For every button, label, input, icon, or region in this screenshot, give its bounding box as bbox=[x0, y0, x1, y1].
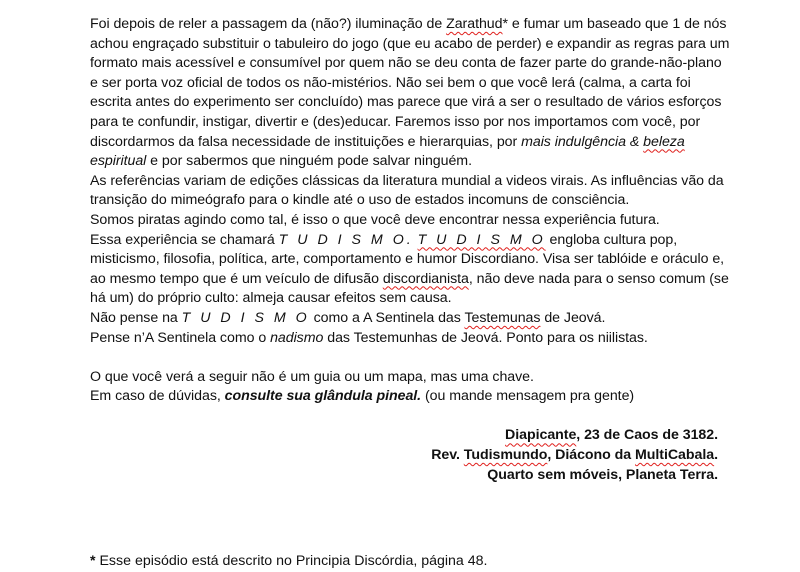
key-text: (ou mande mensagem pra gente) bbox=[421, 388, 635, 405]
zarathud-word: Zarathud bbox=[446, 16, 503, 32]
intro-italic-text: espiritual bbox=[90, 153, 147, 170]
experience-paragraph bbox=[90, 231, 730, 309]
diapicante-word: Diapicante bbox=[505, 427, 577, 444]
key-line-2 bbox=[90, 387, 730, 407]
pirates-paragraph: Somos piratas agindo como tal, é isso o que você deve encontrar nessa experiência futura. bbox=[90, 211, 660, 228]
intro-text: e por sabermos que ninguém pode salvar ninguém. bbox=[146, 153, 472, 170]
sentinel-text: Não pense na bbox=[90, 309, 182, 326]
signature-author bbox=[90, 446, 718, 466]
spacer bbox=[90, 407, 730, 427]
footnote-text: Esse episódio está descrito no Principia Discórdia, página 48. bbox=[95, 553, 488, 570]
sentinel-text: de Jeová. bbox=[540, 309, 606, 326]
beleza-word: beleza bbox=[643, 133, 685, 150]
signature-place: Quarto sem móveis, Planeta Terra. bbox=[487, 466, 718, 483]
pineal-emphasis: consulte sua glândula pineal. bbox=[224, 388, 422, 405]
footnote-marker: * bbox=[90, 553, 96, 570]
sentinel-text: como a A Sentinela das bbox=[309, 309, 465, 326]
signature-text: . bbox=[714, 447, 718, 464]
intro-text: * e fumar um baseado que 1 de nós achou engraçado substituir o tabuleiro do jogo (que eu acabo de perder) e expandir as regras para um formato mais acessível e consumível por quem não se deu conta de fazer parte do grande-não-plano e ser porta voz oficial de todos os não-mistérios. Não sei bem o que você lerá (calma, a carta foi escrita antes do experimento ser concluído) mas parece que virá a ser o resultado de vários esforços para te confundir, instigar, divertir e (des)educar. Faremos isso por nos importamos com você, por discordarmos da falsa necessidade de instituições e hierarquias, por bbox=[90, 16, 730, 150]
key-text: Em caso de dúvidas, bbox=[90, 388, 225, 405]
letter-body bbox=[90, 15, 730, 485]
key-line-1: O que você verá a seguir não é um guia ou um mapa, mas uma chave. bbox=[90, 368, 534, 385]
signature-text: , Diácono da bbox=[547, 447, 636, 464]
signature-text: Rev. bbox=[431, 447, 464, 464]
experience-text: Essa experiência se chamará bbox=[90, 231, 279, 248]
multicabala-word: MultiCabala bbox=[635, 447, 715, 464]
nadismo-word: nadismo bbox=[270, 329, 324, 346]
intro-text: Foi depois de reler a passagem da (não?) iluminação de bbox=[90, 16, 447, 32]
sentinel-text: Pense n’A Sentinela como o bbox=[90, 329, 271, 346]
intro-paragraph bbox=[90, 15, 730, 172]
footnote bbox=[90, 552, 487, 572]
signature-text: , 23 de Caos de 3182. bbox=[576, 427, 718, 444]
sentinel-line-1 bbox=[90, 309, 730, 329]
sentinel-text: das Testemunhas de Jeová. Ponto para os niilistas. bbox=[323, 329, 648, 346]
tudismo-word: T U D I S M O. bbox=[278, 231, 414, 248]
discordianista-word: discordianista bbox=[382, 270, 469, 287]
experience-text: , não deve nada para o senso comum (se há um) do próprio culto: almeja causar efeitos sem causa. bbox=[90, 270, 729, 307]
tudismo-word: T U D I S M O bbox=[181, 309, 310, 326]
tudismo-word: T U D I S M O bbox=[417, 231, 546, 248]
references-paragraph: As referências variam de edições clássicas da literatura mundial a videos virais. As influências vão da transição do mimeógrafo para o kindle até o uso de estados incomuns de consciência. bbox=[90, 172, 724, 209]
sentinel-line-2 bbox=[90, 329, 730, 349]
intro-italic-text: mais indulgência & bbox=[521, 133, 644, 150]
spacer bbox=[90, 348, 730, 368]
tudismundo-word: Tudismundo bbox=[463, 447, 548, 464]
signature-date bbox=[90, 426, 718, 446]
testemunas-word: Testemunas bbox=[464, 309, 541, 326]
experience-text: engloba cultura pop, misticismo, filosofia, política, arte, comportamento e humor Discordiano. Visa ser tablóide e oráculo e, ao mesmo tempo que é um veículo de difusão bbox=[90, 231, 725, 287]
